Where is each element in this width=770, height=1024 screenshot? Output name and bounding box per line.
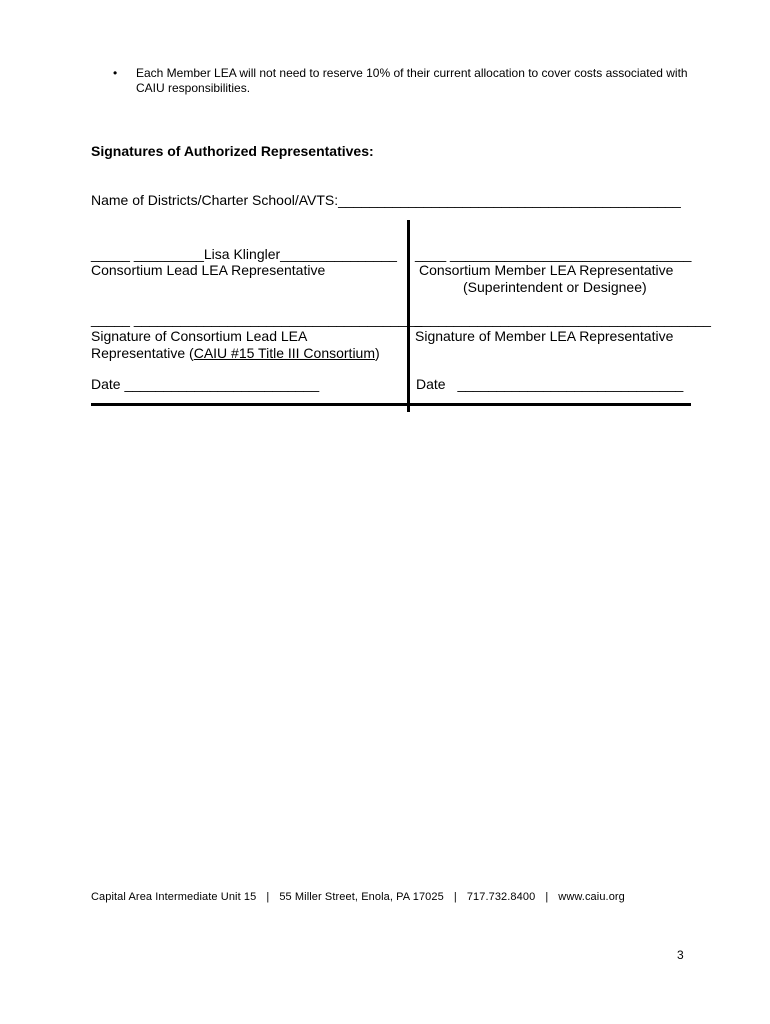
bullet-text: Each Member LEA will not need to reserve 10% of their current allocation to cover costs associated with CAIU responsibilities. [136, 66, 688, 95]
member-date-label: Date [416, 376, 446, 392]
member-rep-role: Consortium Member LEA Representative [419, 262, 674, 278]
district-name-field [91, 192, 681, 208]
footer-separator: | [545, 891, 549, 903]
member-date-field [416, 376, 683, 393]
lead-signature-label-suffix: ) [375, 345, 380, 361]
page-number: 3 [677, 948, 684, 962]
table-bottom-border [91, 403, 691, 406]
lead-date-label: Date [91, 376, 121, 392]
page-footer [91, 891, 625, 903]
lead-signature-label-prefix: Representative ( [91, 345, 194, 361]
footer-address: 55 Miller Street, Enola, PA 17025 [279, 891, 444, 903]
member-rep-role-note: (Superintendent or Designee) [463, 279, 647, 295]
caiu-consortium-link[interactable]: CAIU #15 Title III Consortium [193, 345, 376, 361]
lead-rep-role: Consortium Lead LEA Representative [91, 262, 326, 278]
footer-phone: 717.732.8400 [466, 891, 536, 903]
lead-rep-name-line[interactable]: _____ _________Lisa Klingler_______________ [91, 246, 397, 262]
member-date-blank[interactable]: _____________________________ [457, 376, 684, 392]
lead-date-blank[interactable]: _________________________ [124, 376, 320, 392]
footer-website[interactable]: www.caiu.org [558, 891, 625, 903]
lead-signature-label-2 [91, 345, 380, 362]
footer-separator: | [453, 891, 457, 903]
section-title: Signatures of Authorized Representatives: [91, 143, 374, 159]
footer-org: Capital Area Intermediate Unit 15 [91, 891, 257, 903]
member-rep-name-line[interactable]: ____ _______________________________ [415, 246, 692, 262]
member-signature-line[interactable]: ______________________________________ [415, 311, 711, 327]
lead-date-field [91, 376, 319, 393]
district-name-blank[interactable]: ____________________________________________ [338, 192, 681, 208]
lead-signature-line[interactable]: _____ _____________________________________ [91, 311, 422, 327]
district-name-label: Name of Districts/Charter School/AVTS: [91, 192, 339, 208]
footer-separator: | [266, 891, 270, 903]
member-signature-label: Signature of Member LEA Representative [415, 328, 674, 344]
lead-signature-label-1: Signature of Consortium Lead LEA [91, 328, 308, 344]
bullet-icon: • [113, 66, 118, 80]
